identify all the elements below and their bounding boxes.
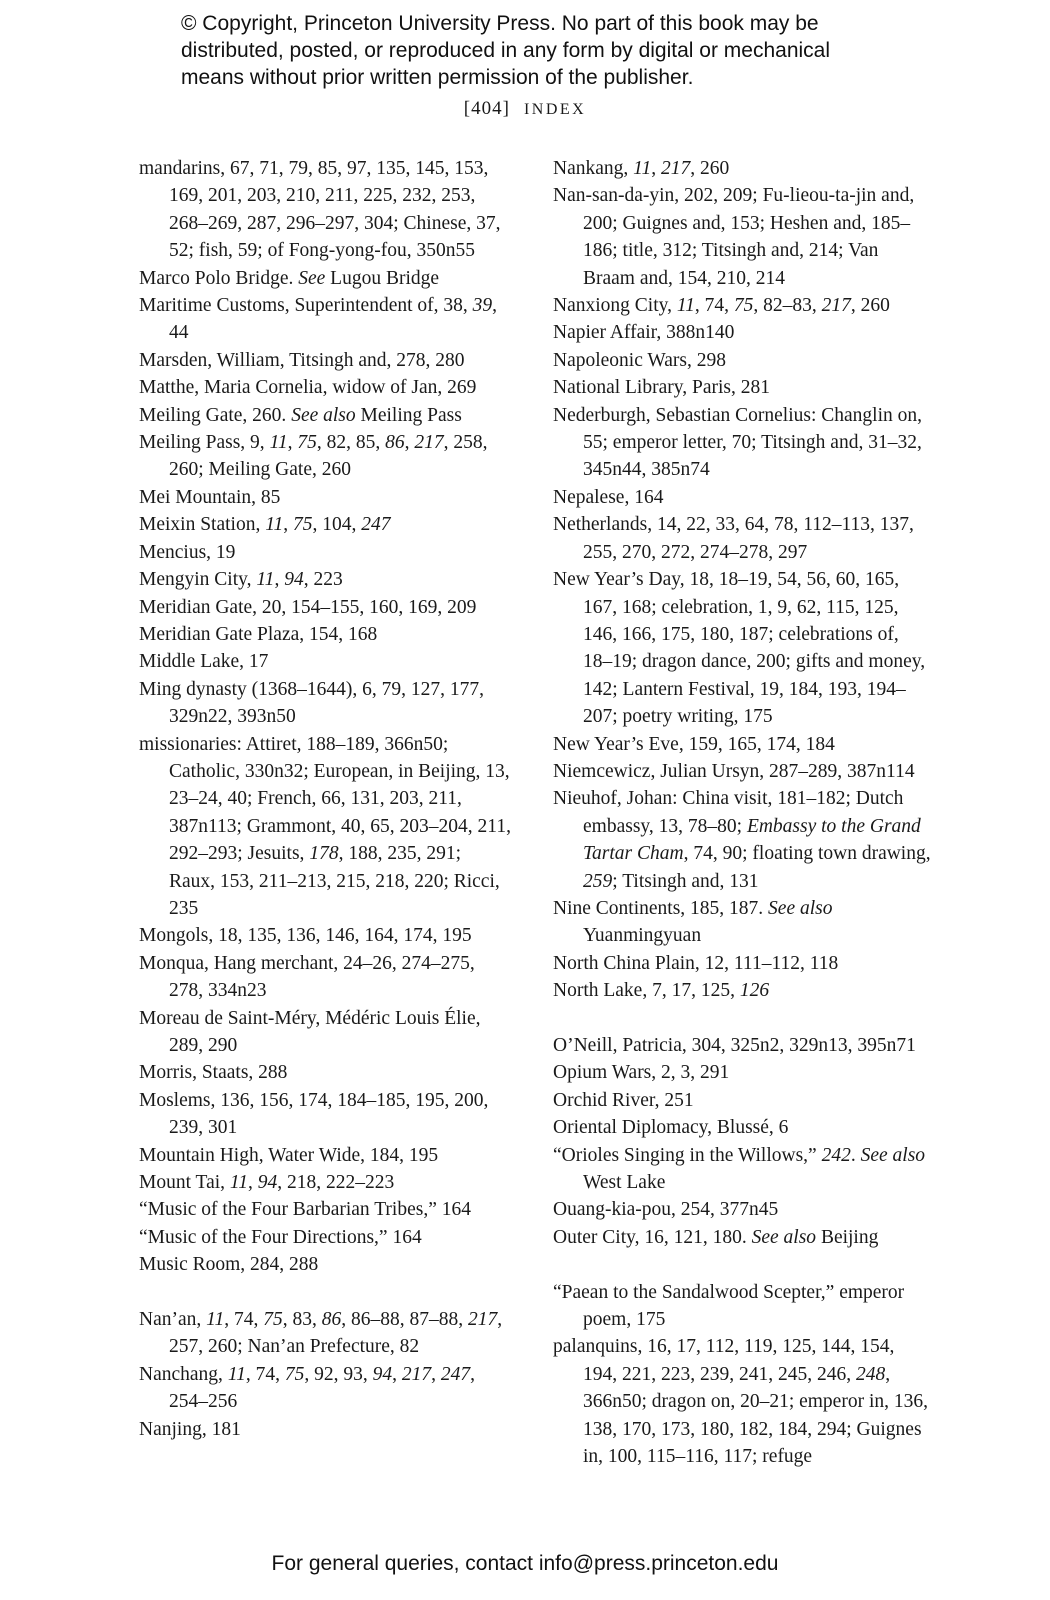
index-column-left [139,155,511,1443]
index-entry: Middle Lake, 17 [139,651,269,673]
index-entry: Ming dynasty (1368–1644), 6, 79, 127, 177, 329n22, 393n50 [139,678,485,728]
index-entry: North China Plain, 12, 111–112, 118 [553,952,839,974]
index-entry: Moslems, 136, 156, 174, 184–185, 195, 200, 239, 301 [139,1089,489,1139]
index-entry: National Library, Paris, 281 [553,377,770,399]
index-entry: missionaries: Attiret, 188–189, 366n50; Catholic, 330n32; European, in Beijing, 13, 23–24, 40; French, 66, 131, 203, 211, 387n113; Grammont, 40, 65, 203–204, 211, 292–293; Jesuits, 178, 188, 235, 291; Raux, 153, 211–213, 215, 218, 220; Ricci, 235 [139,733,511,919]
index-entry: Meixin Station, 11, 75, 104, 247 [139,514,391,536]
index-entry: North Lake, 7, 17, 125, 126 [553,980,770,1002]
index-entry: Nine Continents, 185, 187. See also Yuanmingyuan [553,897,833,947]
copyright-line: © Copyright, Princeton University Press. No part of this book may be [181,12,819,35]
index-entry: Napier Affair, 388n140 [553,322,735,344]
index-entry: Netherlands, 14, 22, 33, 64, 78, 112–113, 137, 255, 270, 272, 274–278, 297 [553,514,914,563]
section-label: INDEX [523,101,587,118]
index-entry: Outer City, 16, 121, 180. See also Beijing [553,1226,879,1248]
index-entry: Music Room, 284, 288 [139,1254,319,1276]
copyright-line: means without prior written permission of the publisher. [181,66,694,89]
index-entry: Meiling Pass, 9, 11, 75, 82, 85, 86, 217, 258, 260; Meiling Gate, 260 [139,432,488,481]
index-entry: Orchid River, 251 [553,1089,694,1111]
index-entry: Mountain High, Water Wide, 184, 195 [139,1144,439,1166]
index-entry: Nankang, 11, 217, 260 [553,158,730,179]
index-entry: Mount Tai, 11, 94, 218, 222–223 [139,1172,395,1194]
index-entry: Mencius, 19 [139,541,236,563]
index-entry: Opium Wars, 2, 3, 291 [553,1062,730,1084]
letter-group-gap [139,1279,511,1306]
index-column-right [553,155,931,1470]
copyright-line: distributed, posted, or reproduced in any form by digital or mechanical [181,39,831,62]
index-entry: Niemcewicz, Julian Ursyn, 287–289, 387n114 [553,760,915,782]
index-entry: Mengyin City, 11, 94, 223 [139,569,343,591]
index-entry: Meridian Gate, 20, 154–155, 160, 169, 209 [139,596,477,618]
letter-group-gap [553,1251,931,1278]
index-entry: Maritime Customs, Superintendent of, 38, 39, 44 [139,295,498,344]
index-entry: New Year’s Day, 18, 18–19, 54, 56, 60, 165, 167, 168; celebration, 1, 9, 62, 115, 125, 146, 166, 175, 180, 187; celebrations of, 18–19; dragon dance, 200; gifts and money, 142; Lantern Festival, 19, 184, 193, 194–207; poetry writing, 175 [553,569,926,728]
index-entry: Morris, Staats, 288 [139,1062,288,1084]
index-entry: Nanchang, 11, 74, 75, 92, 93, 94, 217, 247, 254–256 [139,1363,475,1413]
index-entry: Nanxiong City, 11, 74, 75, 82–83, 217, 260 [553,295,890,317]
running-head [0,98,1050,120]
index-entry: Marsden, William, Titsingh and, 278, 280 [139,349,465,371]
index-entry: Nederburgh, Sebastian Cornelius: Changlin on, 55; emperor letter, 70; Titsingh and, 31–32, 345n44, 385n74 [553,404,923,481]
index-entry: Mongols, 18, 135, 136, 146, 164, 174, 195 [139,925,472,947]
index-entry: Marco Polo Bridge. See Lugou Bridge [139,267,440,289]
index-entry: Meiling Gate, 260. See also Meiling Pass [139,404,462,426]
index-entry: Matthe, Maria Cornelia, widow of Jan, 269 [139,377,477,399]
index-entry: Moreau de Saint-Méry, Médéric Louis Élie, 289, 290 [139,1007,481,1056]
index-entry: Monqua, Hang merchant, 24–26, 274–275, 278, 334n23 [139,952,475,1002]
index-entry: Nan-san-da-yin, 202, 209; Fu-lieou-ta-jin and, 200; Guignes and, 153; Heshen and, 185–186; title, 312; Titsingh and, 214; Van Braam and, 154, 210, 214 [553,185,915,289]
index-entry: Nieuhof, Johan: China visit, 181–182; Dutch embassy, 13, 78–80; Embassy to the Grand Tartar Cham, 74, 90; floating town drawing, 259; Titsingh and, 131 [553,788,931,892]
index-entry: mandarins, 67, 71, 79, 85, 97, 135, 145, 153, 169, 201, 203, 210, 211, 225, 232, 253, 268–269, 287, 296–297, 304; Chinese, 37, 52; fish, 59; of Fong-yong-fou, 350n55 [139,158,501,262]
footer-contact: For general queries, contact info@press.princeton.edu [271,1552,779,1575]
index-entry: “Music of the Four Barbarian Tribes,” 164 [139,1199,471,1221]
index-entry: Meridian Gate Plaza, 154, 168 [139,623,378,645]
index-entry: O’Neill, Patricia, 304, 325n2, 329n13, 395n71 [553,1034,916,1056]
index-entry: palanquins, 16, 17, 112, 119, 125, 144, 154, 194, 221, 223, 239, 241, 245, 246, 248, 366n50; dragon on, 20–21; emperor in, 136, 138, 170, 173, 180, 182, 184, 294; Guignes in, 100, 115–116, 117; refuge [553,1336,928,1468]
copyright-notice [181,10,941,91]
index-entry: “Music of the Four Directions,” 164 [139,1226,422,1248]
index-entry: Nanjing, 181 [139,1418,241,1440]
index-entry: Nan’an, 11, 74, 75, 83, 86, 86–88, 87–88, 217, 257, 260; Nan’an Prefecture, 82 [139,1309,503,1358]
index-entry: Mei Mountain, 85 [139,486,281,508]
index-entry: Ouang-kia-pou, 254, 377n45 [553,1199,779,1221]
letter-group-gap [553,1005,931,1032]
index-entry: “Paean to the Sandalwood Scepter,” emperor poem, 175 [553,1281,905,1331]
index-entry: Napoleonic Wars, 298 [553,349,726,371]
index-entry: Nepalese, 164 [553,486,664,508]
index-entry: “Orioles Singing in the Willows,” 242. See also West Lake [553,1144,926,1194]
index-entry: New Year’s Eve, 159, 165, 174, 184 [553,733,835,755]
page-number: [404] [463,98,510,119]
index-entry: Oriental Diplomacy, Blussé, 6 [553,1117,789,1139]
